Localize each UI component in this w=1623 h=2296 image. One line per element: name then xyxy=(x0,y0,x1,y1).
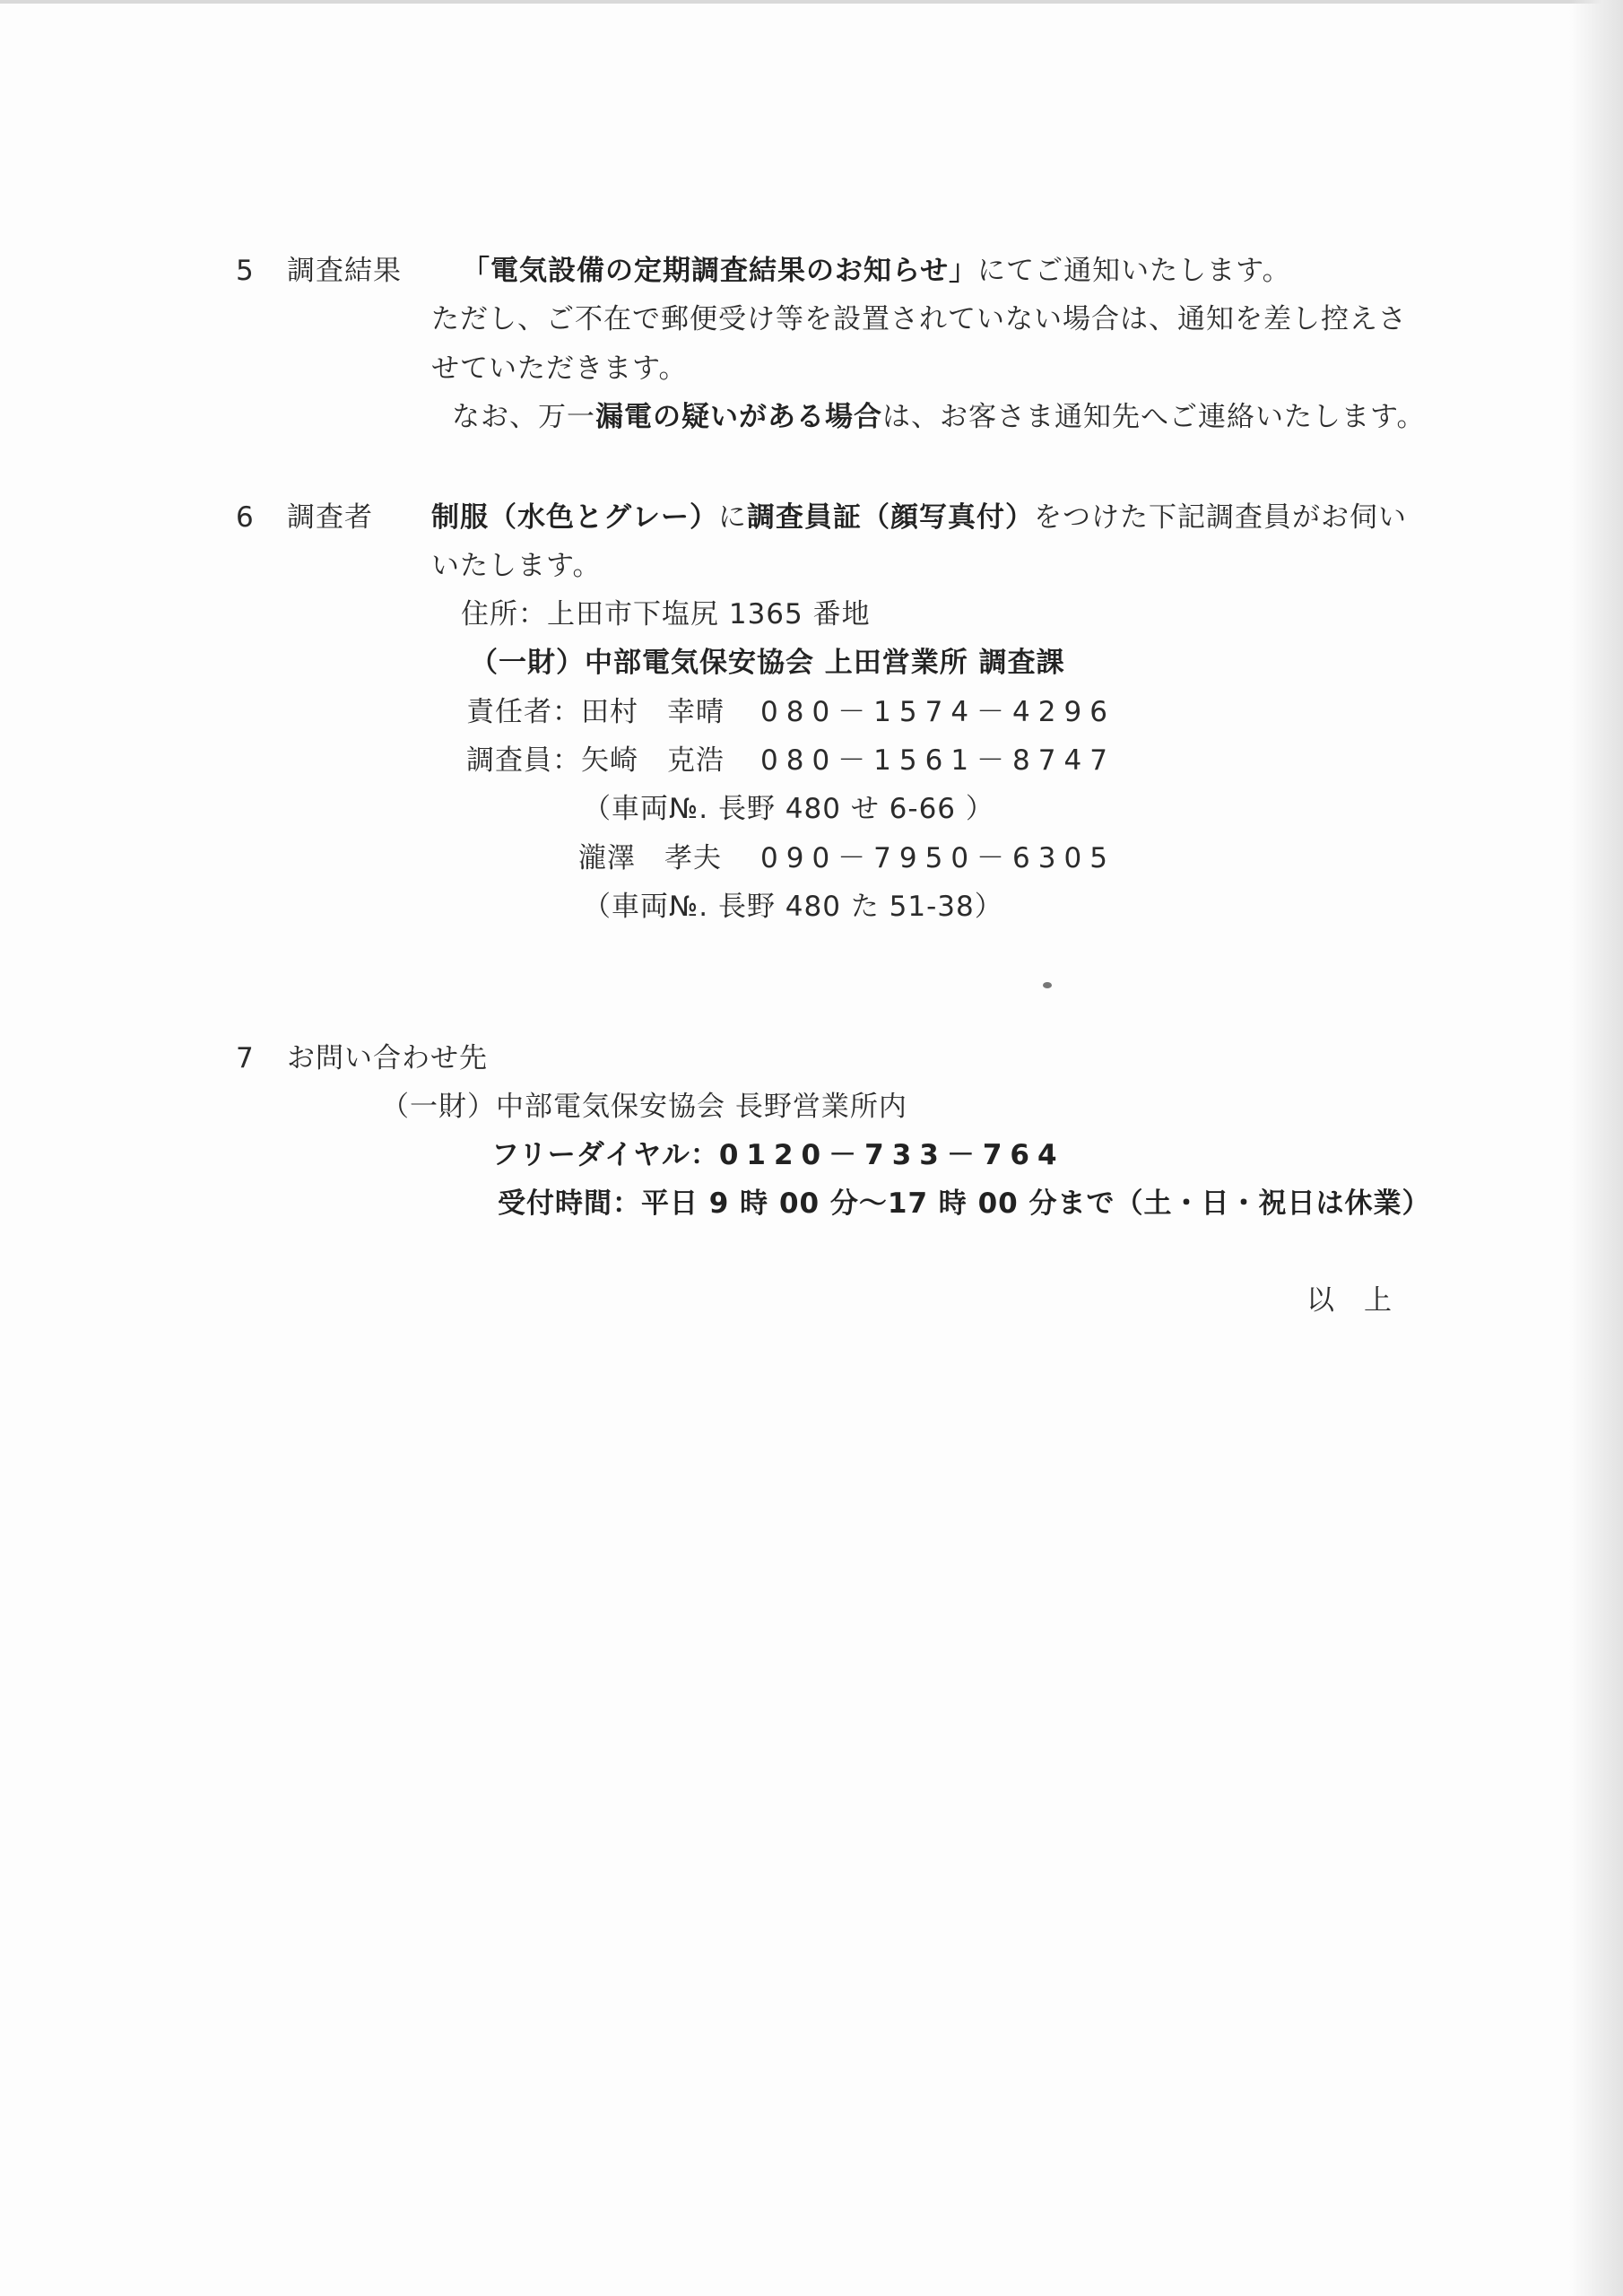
section5-line3: せていただきます。 xyxy=(431,352,688,385)
section6-intro-line2: いたします。 xyxy=(431,550,602,582)
leak-suspicion-text: 漏電の疑いがある場合 xyxy=(595,401,882,433)
scan-top-edge xyxy=(0,0,1623,4)
closing-mark: 以 上 xyxy=(1306,1284,1393,1317)
free-dial xyxy=(491,1137,1065,1173)
section6-intro xyxy=(431,500,1407,535)
id-card-text: 調査員証（顔写真付） xyxy=(747,501,1034,534)
section5-line1-rest: にてご通知いたします。 xyxy=(977,255,1291,287)
office-address: 住所：上田市下塩尻 1365 番地 xyxy=(461,598,871,631)
vehicle1: （車両№. 長野 480 せ 6-66 ） xyxy=(583,793,994,825)
notice-title: 「電気設備の定期調査結果のお知らせ」 xyxy=(462,255,978,287)
section5-line4-rest: は、お客さま通知先へご連絡いたします。 xyxy=(882,401,1426,433)
section5-heading: 調査結果 xyxy=(287,255,402,287)
section6-heading: 調査者 xyxy=(287,501,373,534)
inspector2-phone: 090－7950－6305 xyxy=(760,842,1115,874)
free-dial-label: フリーダイヤル： xyxy=(491,1139,719,1171)
scan-speck xyxy=(1043,982,1052,988)
section6-intro-rest: をつけた下記調査員がお伺い xyxy=(1034,501,1407,534)
section7-number: 7 xyxy=(236,1042,255,1074)
manager-phone: 080－1574－4296 xyxy=(760,696,1115,728)
business-hours: 受付時間：平日 9 時 00 分～17 時 00 分まで（土・日・祝日は休業） xyxy=(498,1187,1431,1220)
section7-heading: お問い合わせ先 xyxy=(287,1042,488,1074)
manager-label: 責任者：田村 幸晴 xyxy=(466,696,725,728)
office-org: （一財）中部電気保安協会 上田営業所 調査課 xyxy=(470,647,1065,679)
vehicle2: （車両№. 長野 480 た 51-38） xyxy=(583,891,1003,923)
free-dial-number: 0120－733－764 xyxy=(718,1139,1065,1171)
inspector2-name: 瀧澤 孝夫 xyxy=(578,842,722,874)
section5-line1 xyxy=(462,253,1291,289)
scan-right-shadow xyxy=(1569,0,1623,2296)
uniform-text: 制服（水色とグレー） xyxy=(431,501,718,534)
section6-intro-mid: に xyxy=(718,501,747,534)
section5-number: 5 xyxy=(236,255,255,287)
section5-line2: ただし、ご不在で郵便受け等を設置されていない場合は、通知を差し控えさ xyxy=(431,303,1407,335)
contact-org: （一財）中部電気保安協会 長野営業所内 xyxy=(381,1091,907,1123)
section5-line4 xyxy=(452,399,1426,435)
section5-line4-pre: なお、万一 xyxy=(452,401,595,433)
section6-number: 6 xyxy=(236,501,255,534)
inspector-label: 調査員：矢崎 克浩 xyxy=(466,744,725,777)
inspector-phone: 080－1561－8747 xyxy=(760,744,1115,777)
